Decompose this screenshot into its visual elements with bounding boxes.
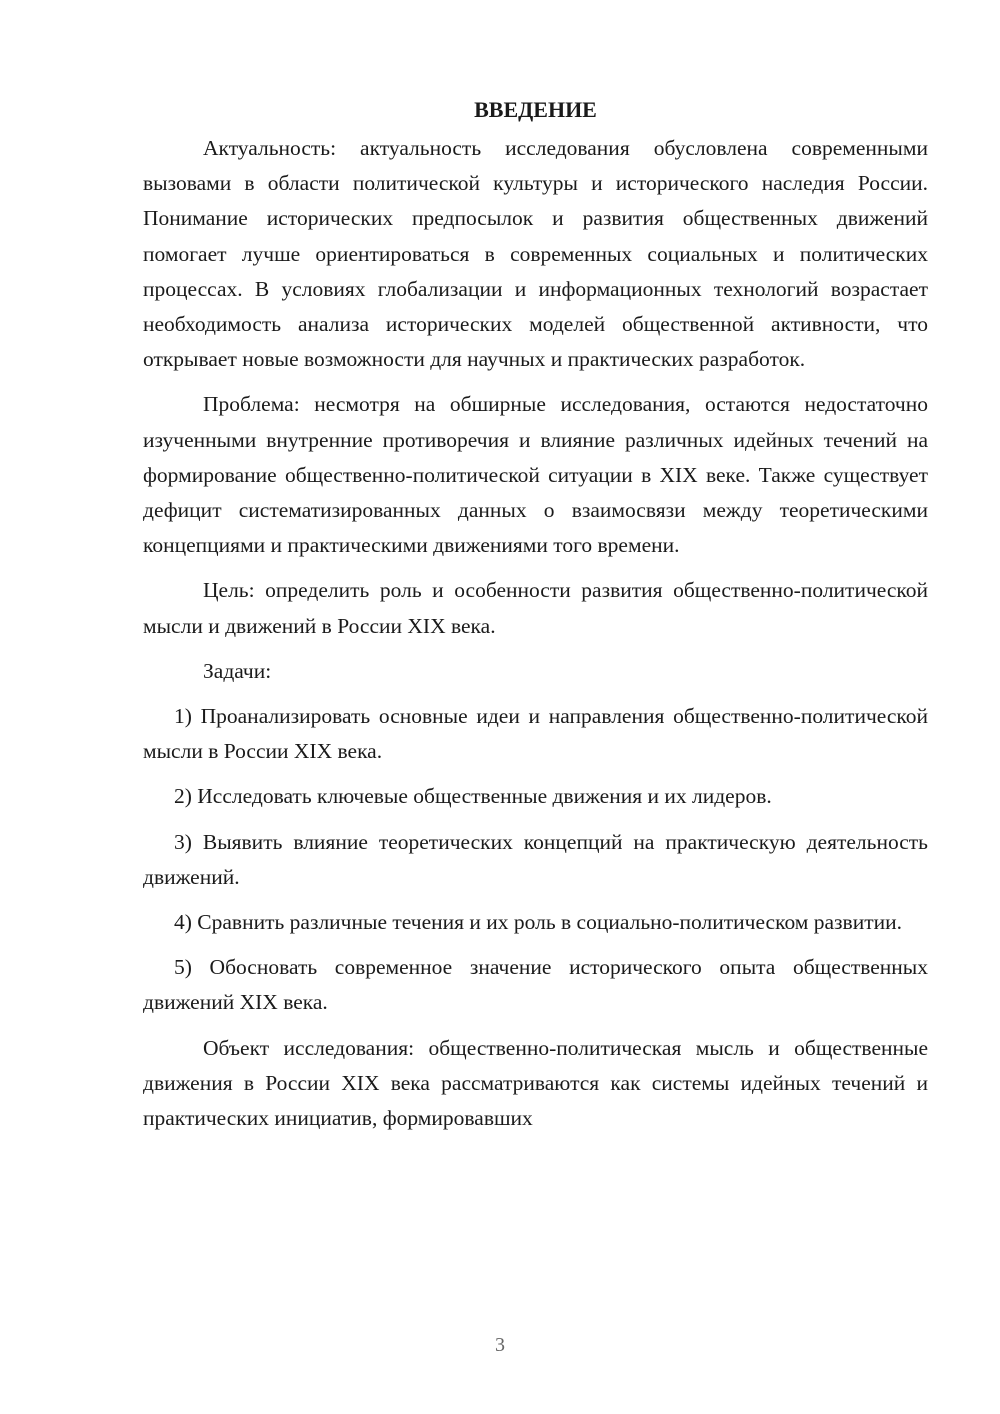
task-item-1: 1) Проанализировать основные идеи и направления общественно-политической мысли в России XIX века. [143, 704, 928, 764]
task-item-4: 4) Сравнить различные течения и их роль в социально-политическом развитии. [174, 910, 902, 935]
task-item-2: 2) Исследовать ключевые общественные движения и их лидеров. [174, 784, 772, 809]
paragraph-tasks-heading: Задачи: [203, 658, 272, 683]
task-item-3: 3) Выявить влияние теоретических концепций на практическую деятельность движений. [143, 829, 928, 889]
task-item-5: 5) Обосновать современное значение исторического опыта общественных движений XIX века. [143, 955, 928, 1015]
paragraph-problem: Проблема: несмотря на обширные исследования, остаются недостаточно изученными внутренние противоречия и влияние различных идейных течений на формирование общественно-политической ситуации в XIX веке. Также существует дефицит систематизированных данных о взаимосвязи между теоретическими концепциями и практическими движениями того времени. [143, 392, 928, 558]
paragraph-goal: Цель: определить роль и особенности развития общественно-политической мысли и движений в России XIX века. [143, 578, 928, 638]
paragraph-relevance: Актуальность: актуальность исследования обусловлена современными вызовами в области политической культуры и исторического наследия России. Понимание исторических предпосылок и развития общественных движений помогает лучше ориентироваться в современных социальных и политических процессах. В условиях глобализации и информационных технологий возрастает необходимость анализа исторических моделей общественной активности, что открывает новые возможности для научных и практических разработок. [143, 136, 928, 372]
page-title: ВВЕДЕНИЕ [474, 97, 597, 122]
paragraph-object: Объект исследования: общественно-политическая мысль и общественные движения в России XIX века рассматриваются как системы идейных течений и практических инициатив, формировавших [143, 1035, 928, 1131]
document-page [143, 92, 928, 1136]
page-number: 3 [495, 1334, 505, 1356]
